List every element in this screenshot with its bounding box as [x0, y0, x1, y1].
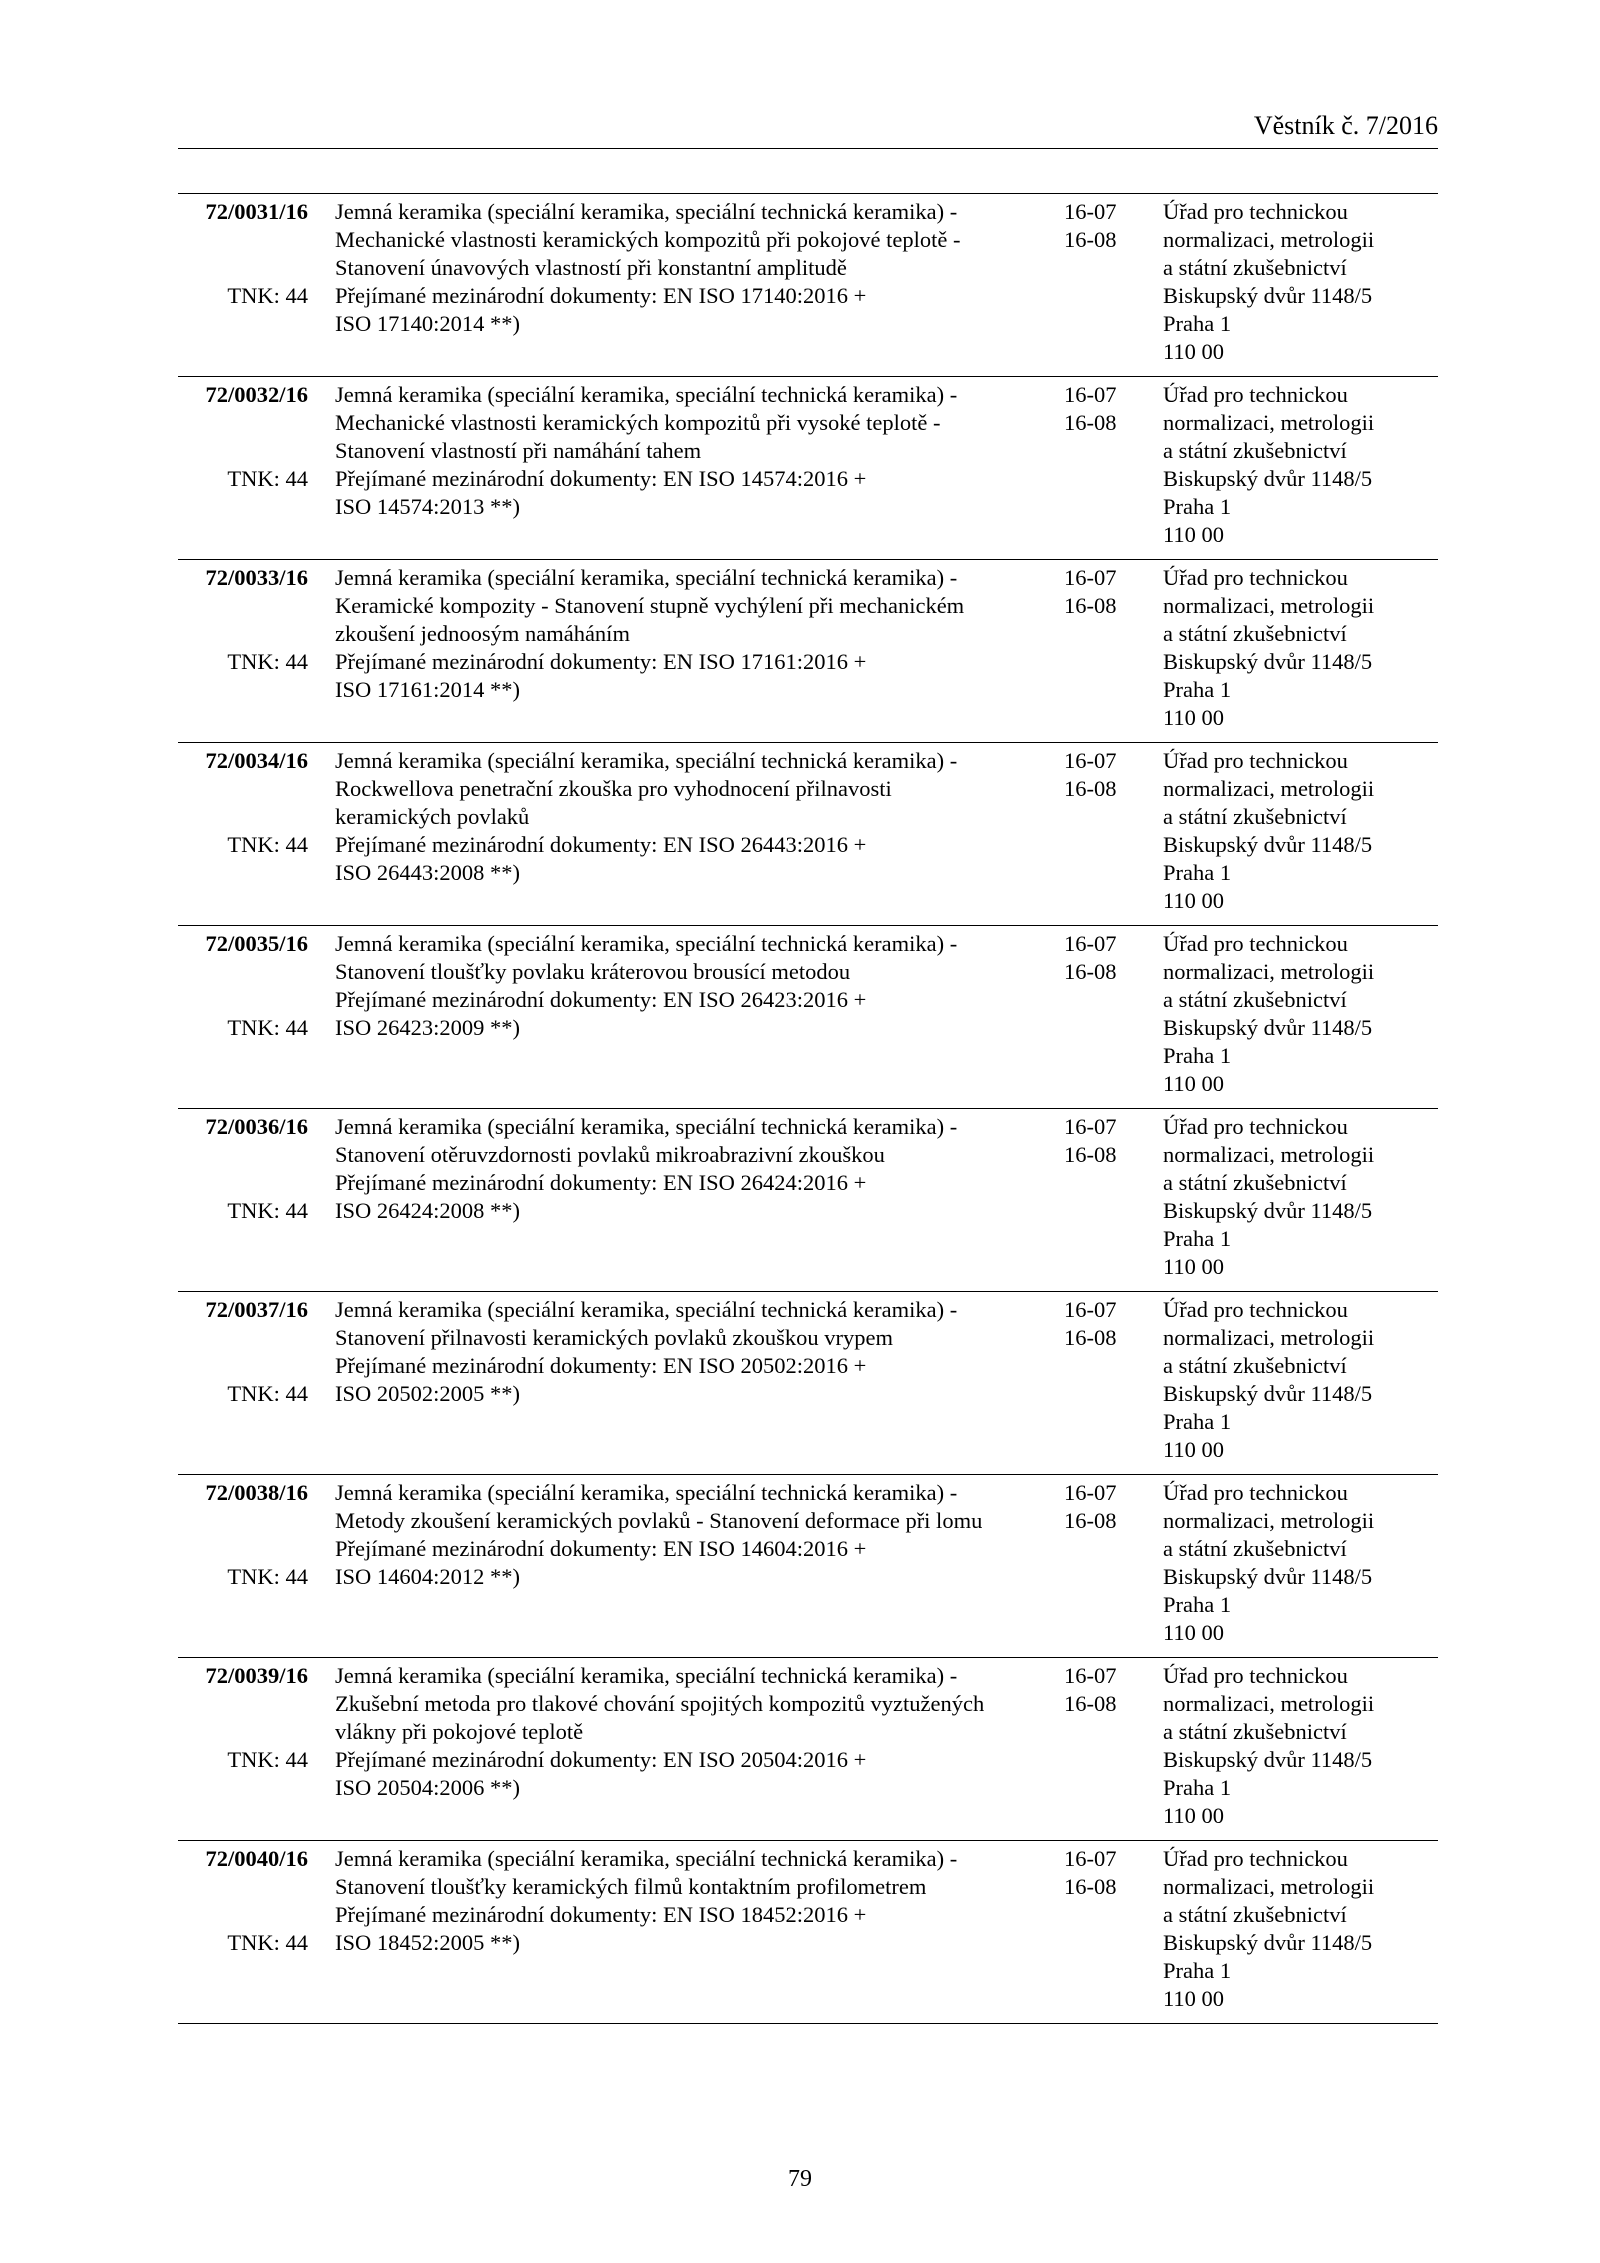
- entry-code: 16-08: [1064, 959, 1117, 984]
- entry-code: 16-08: [1064, 1874, 1117, 1899]
- entry-codes: [1064, 1113, 1134, 1169]
- entry-address-line: normalizaci, metrologii: [1163, 227, 1375, 252]
- entry-title-line: ISO 20502:2005 **): [335, 1381, 520, 1406]
- entry-title-line: Mechanické vlastnosti keramických kompozitů při vysoké teplotě -: [335, 410, 941, 435]
- entry-identifier: [178, 1113, 308, 1225]
- standard-entry: [178, 377, 1438, 560]
- entry-codes: [1064, 930, 1134, 986]
- entry-code: 16-08: [1064, 1142, 1117, 1167]
- entry-address: [1163, 747, 1433, 915]
- entry-address: [1163, 564, 1433, 732]
- entry-code: 16-08: [1064, 410, 1117, 435]
- entry-address-line: a státní zkušebnictví: [1163, 621, 1347, 646]
- entry-title-line: ISO 26424:2008 **): [335, 1198, 520, 1223]
- entry-code: 16-08: [1064, 1691, 1117, 1716]
- entry-title-line: Keramické kompozity - Stanovení stupně vychýlení při mechanickém: [335, 593, 965, 618]
- entry-address-line: normalizaci, metrologii: [1163, 1691, 1375, 1716]
- entry-title-line: Rockwellova penetrační zkouška pro vyhodnocení přilnavosti: [335, 776, 892, 801]
- entry-tnk: TNK: 44: [227, 1198, 308, 1223]
- entry-title-line: ISO 14574:2013 **): [335, 494, 520, 519]
- entry-address-line: Úřad pro technickou: [1163, 931, 1348, 956]
- entry-address-line: Praha 1: [1163, 677, 1232, 702]
- entry-number: 72/0040/16: [205, 1846, 308, 1871]
- entry-code: 16-08: [1064, 1508, 1117, 1533]
- entry-address-line: 110 00: [1163, 1620, 1225, 1645]
- entry-title: [335, 1113, 958, 1225]
- entry-codes: [1064, 381, 1134, 437]
- entry-address-line: Biskupský dvůr 1148/5: [1163, 649, 1373, 674]
- entry-code: 16-08: [1064, 227, 1117, 252]
- entry-address-line: Biskupský dvůr 1148/5: [1163, 1747, 1373, 1772]
- entry-address-line: Praha 1: [1163, 1958, 1232, 1983]
- entry-title-line: Jemná keramika (speciální keramika, speciální technická keramika) -: [335, 1846, 958, 1871]
- entry-title-line: ISO 26443:2008 **): [335, 860, 520, 885]
- entry-address-line: normalizaci, metrologii: [1163, 1142, 1375, 1167]
- entry-address-line: 110 00: [1163, 1803, 1225, 1828]
- entry-title-line: Přejímané mezinárodní dokumenty: EN ISO 20504:2016 +: [335, 1747, 867, 1772]
- entry-title-line: Stanovení otěruvzdornosti povlaků mikroabrazivní zkouškou: [335, 1142, 885, 1167]
- entry-address: [1163, 1113, 1433, 1281]
- entry-code: 16-07: [1064, 1114, 1117, 1139]
- entry-address: [1163, 381, 1433, 549]
- entry-identifier: [178, 381, 308, 493]
- entry-address: [1163, 1845, 1433, 2013]
- entry-address-line: Úřad pro technickou: [1163, 1297, 1348, 1322]
- entry-tnk: TNK: 44: [227, 1747, 308, 1772]
- entry-title-line: vlákny při pokojové teplotě: [335, 1719, 584, 1744]
- entry-address-line: Biskupský dvůr 1148/5: [1163, 1015, 1373, 1040]
- entry-code: 16-07: [1064, 931, 1117, 956]
- entry-address-line: 110 00: [1163, 1986, 1225, 2011]
- entry-address-line: 110 00: [1163, 1254, 1225, 1279]
- entry-title-line: ISO 18452:2005 **): [335, 1930, 520, 1955]
- entry-title: [335, 198, 961, 338]
- entry-tnk: TNK: 44: [227, 1015, 308, 1040]
- entry-address-line: Biskupský dvůr 1148/5: [1163, 283, 1373, 308]
- entry-address-line: 110 00: [1163, 888, 1225, 913]
- standard-entry: [178, 560, 1438, 743]
- entry-address-line: normalizaci, metrologii: [1163, 410, 1375, 435]
- entry-number: 72/0033/16: [205, 565, 308, 590]
- entry-tnk: TNK: 44: [227, 832, 308, 857]
- entry-code: 16-08: [1064, 1325, 1117, 1350]
- entry-title: [335, 1845, 958, 1957]
- entry-address-line: a státní zkušebnictví: [1163, 438, 1347, 463]
- entry-address-line: Praha 1: [1163, 1226, 1232, 1251]
- entry-codes: [1064, 747, 1134, 803]
- entry-title: [335, 564, 965, 704]
- entry-identifier: [178, 198, 308, 310]
- entry-title-line: zkoušení jednoosým namáháním: [335, 621, 630, 646]
- entry-title-line: keramických povlaků: [335, 804, 530, 829]
- entry-title-line: ISO 17161:2014 **): [335, 677, 520, 702]
- entry-title-line: Přejímané mezinárodní dokumenty: EN ISO 26424:2016 +: [335, 1170, 867, 1195]
- entry-title-line: ISO 26423:2009 **): [335, 1015, 520, 1040]
- entry-title-line: Jemná keramika (speciální keramika, speciální technická keramika) -: [335, 748, 958, 773]
- entry-code: 16-08: [1064, 593, 1117, 618]
- entry-code: 16-07: [1064, 199, 1117, 224]
- entry-tnk: TNK: 44: [227, 283, 308, 308]
- entry-title-line: ISO 20504:2006 **): [335, 1775, 520, 1800]
- entry-address-line: Úřad pro technickou: [1163, 1846, 1348, 1871]
- entry-title-line: Jemná keramika (speciální keramika, speciální technická keramika) -: [335, 1480, 958, 1505]
- entry-address-line: normalizaci, metrologii: [1163, 1874, 1375, 1899]
- entry-address-line: Úřad pro technickou: [1163, 199, 1348, 224]
- entry-title-line: ISO 17140:2014 **): [335, 311, 520, 336]
- entry-address-line: Biskupský dvůr 1148/5: [1163, 1930, 1373, 1955]
- entry-title-line: Jemná keramika (speciální keramika, speciální technická keramika) -: [335, 1663, 958, 1688]
- entry-codes: [1064, 1479, 1134, 1535]
- entry-title-line: ISO 14604:2012 **): [335, 1564, 520, 1589]
- entry-tnk: TNK: 44: [227, 1930, 308, 1955]
- entry-title: [335, 747, 958, 887]
- entry-address: [1163, 198, 1433, 366]
- entry-title-line: Přejímané mezinárodní dokumenty: EN ISO 14604:2016 +: [335, 1536, 867, 1561]
- entry-code: 16-07: [1064, 1663, 1117, 1688]
- entry-identifier: [178, 564, 308, 676]
- entry-title-line: Mechanické vlastnosti keramických kompozitů při pokojové teplotě -: [335, 227, 961, 252]
- entry-code: 16-07: [1064, 565, 1117, 590]
- entry-title-line: Jemná keramika (speciální keramika, speciální technická keramika) -: [335, 382, 958, 407]
- entry-title-line: Stanovení tloušťky povlaku kráterovou brousící metodou: [335, 959, 851, 984]
- entry-title-line: Přejímané mezinárodní dokumenty: EN ISO 20502:2016 +: [335, 1353, 867, 1378]
- entry-identifier: [178, 930, 308, 1042]
- entry-title-line: Jemná keramika (speciální keramika, speciální technická keramika) -: [335, 1114, 958, 1139]
- entry-title-line: Jemná keramika (speciální keramika, speciální technická keramika) -: [335, 931, 958, 956]
- entry-title-line: Přejímané mezinárodní dokumenty: EN ISO 14574:2016 +: [335, 466, 867, 491]
- entry-address-line: 110 00: [1163, 705, 1225, 730]
- entry-title: [335, 1296, 958, 1408]
- entry-address-line: a státní zkušebnictví: [1163, 1353, 1347, 1378]
- entry-address-line: Úřad pro technickou: [1163, 1114, 1348, 1139]
- entry-title-line: Přejímané mezinárodní dokumenty: EN ISO 17161:2016 +: [335, 649, 867, 674]
- entry-title: [335, 930, 958, 1042]
- entry-address-line: Úřad pro technickou: [1163, 565, 1348, 590]
- entry-address-line: normalizaci, metrologii: [1163, 959, 1375, 984]
- entry-title-line: Stanovení tloušťky keramických filmů kontaktním profilometrem: [335, 1874, 927, 1899]
- entry-title: [335, 1479, 983, 1591]
- entry-identifier: [178, 747, 308, 859]
- entry-title-line: Přejímané mezinárodní dokumenty: EN ISO 26443:2016 +: [335, 832, 867, 857]
- entry-address-line: Biskupský dvůr 1148/5: [1163, 1564, 1373, 1589]
- entry-title-line: Přejímané mezinárodní dokumenty: EN ISO 26423:2016 +: [335, 987, 867, 1012]
- entry-address-line: a státní zkušebnictví: [1163, 987, 1347, 1012]
- entry-address-line: Praha 1: [1163, 494, 1232, 519]
- entry-address-line: Úřad pro technickou: [1163, 1663, 1348, 1688]
- entry-tnk: TNK: 44: [227, 1564, 308, 1589]
- entry-address-line: Úřad pro technickou: [1163, 382, 1348, 407]
- entry-code: 16-07: [1064, 1846, 1117, 1871]
- entry-tnk: TNK: 44: [227, 649, 308, 674]
- standard-entry: [178, 194, 1438, 377]
- entry-address-line: 110 00: [1163, 522, 1225, 547]
- entry-identifier: [178, 1479, 308, 1591]
- entry-identifier: [178, 1845, 308, 1957]
- entry-address: [1163, 1662, 1433, 1830]
- entry-address-line: a státní zkušebnictví: [1163, 1902, 1347, 1927]
- entry-address-line: normalizaci, metrologii: [1163, 1325, 1375, 1350]
- standard-entry: [178, 926, 1438, 1109]
- entry-address: [1163, 930, 1433, 1098]
- entry-number: 72/0039/16: [205, 1663, 308, 1688]
- header-rule: [178, 148, 1438, 149]
- entry-tnk: TNK: 44: [227, 466, 308, 491]
- entry-identifier: [178, 1296, 308, 1408]
- page-number: 79: [788, 2166, 812, 2192]
- entry-address-line: a státní zkušebnictví: [1163, 804, 1347, 829]
- standard-entry: [178, 1658, 1438, 1841]
- entry-address-line: Úřad pro technickou: [1163, 748, 1348, 773]
- entry-title-line: Zkušební metoda pro tlakové chování spojitých kompozitů vyztužených: [335, 1691, 985, 1716]
- standard-entry: [178, 743, 1438, 926]
- entry-address-line: normalizaci, metrologii: [1163, 1508, 1375, 1533]
- entry-address-line: Biskupský dvůr 1148/5: [1163, 832, 1373, 857]
- entry-title-line: Stanovení přilnavosti keramických povlaků zkouškou vrypem: [335, 1325, 894, 1350]
- entry-address-line: Praha 1: [1163, 860, 1232, 885]
- entry-address-line: 110 00: [1163, 339, 1225, 364]
- entry-code: 16-07: [1064, 748, 1117, 773]
- entry-address-line: Praha 1: [1163, 311, 1232, 336]
- entry-address-line: Praha 1: [1163, 1775, 1232, 1800]
- entry-address-line: a státní zkušebnictví: [1163, 255, 1347, 280]
- entry-title-line: Metody zkoušení keramických povlaků - Stanovení deformace při lomu: [335, 1508, 983, 1533]
- entry-code: 16-07: [1064, 1480, 1117, 1505]
- entry-title-line: Přejímané mezinárodní dokumenty: EN ISO 18452:2016 +: [335, 1902, 867, 1927]
- entry-address-line: Biskupský dvůr 1148/5: [1163, 466, 1373, 491]
- entry-address-line: 110 00: [1163, 1437, 1225, 1462]
- entry-code: 16-07: [1064, 1297, 1117, 1322]
- entry-number: 72/0038/16: [205, 1480, 308, 1505]
- entry-address-line: Praha 1: [1163, 1043, 1232, 1068]
- entry-title-line: Jemná keramika (speciální keramika, speciální technická keramika) -: [335, 1297, 958, 1322]
- entry-address-line: normalizaci, metrologii: [1163, 593, 1375, 618]
- entry-title: [335, 381, 958, 521]
- entry-number: 72/0037/16: [205, 1297, 308, 1322]
- entry-title: [335, 1662, 985, 1802]
- entry-address: [1163, 1479, 1433, 1647]
- entry-address-line: a státní zkušebnictví: [1163, 1719, 1347, 1744]
- entry-number: 72/0032/16: [205, 382, 308, 407]
- entry-number: 72/0031/16: [205, 199, 308, 224]
- standards-list: [178, 194, 1438, 2024]
- entry-address-line: normalizaci, metrologii: [1163, 776, 1375, 801]
- standard-entry: [178, 1475, 1438, 1658]
- entry-code: 16-08: [1064, 776, 1117, 801]
- page-header: Věstník č. 7/2016: [1253, 111, 1438, 140]
- entry-title-line: Jemná keramika (speciální keramika, speciální technická keramika) -: [335, 565, 958, 590]
- entry-address-line: 110 00: [1163, 1071, 1225, 1096]
- entry-codes: [1064, 1845, 1134, 1901]
- entry-address-line: Biskupský dvůr 1148/5: [1163, 1198, 1373, 1223]
- entry-number: 72/0035/16: [205, 931, 308, 956]
- entry-address-line: Praha 1: [1163, 1592, 1232, 1617]
- entry-title-line: Stanovení únavových vlastností při konstantní amplitudě: [335, 255, 847, 280]
- standard-entry: [178, 1292, 1438, 1475]
- entry-address-line: Úřad pro technickou: [1163, 1480, 1348, 1505]
- entry-title-line: Přejímané mezinárodní dokumenty: EN ISO 17140:2016 +: [335, 283, 867, 308]
- entry-title-line: Jemná keramika (speciální keramika, speciální technická keramika) -: [335, 199, 958, 224]
- entry-number: 72/0036/16: [205, 1114, 308, 1139]
- entry-address-line: a státní zkušebnictví: [1163, 1170, 1347, 1195]
- entry-codes: [1064, 198, 1134, 254]
- entry-address: [1163, 1296, 1433, 1464]
- entry-identifier: [178, 1662, 308, 1774]
- entry-address-line: a státní zkušebnictví: [1163, 1536, 1347, 1561]
- entry-codes: [1064, 1662, 1134, 1718]
- entry-code: 16-07: [1064, 382, 1117, 407]
- standard-entry: [178, 1109, 1438, 1292]
- entry-number: 72/0034/16: [205, 748, 308, 773]
- standard-entry: [178, 1841, 1438, 2024]
- entry-address-line: Praha 1: [1163, 1409, 1232, 1434]
- entry-address-line: Biskupský dvůr 1148/5: [1163, 1381, 1373, 1406]
- entry-tnk: TNK: 44: [227, 1381, 308, 1406]
- entry-title-line: Stanovení vlastností při namáhání tahem: [335, 438, 702, 463]
- entry-codes: [1064, 564, 1134, 620]
- entry-codes: [1064, 1296, 1134, 1352]
